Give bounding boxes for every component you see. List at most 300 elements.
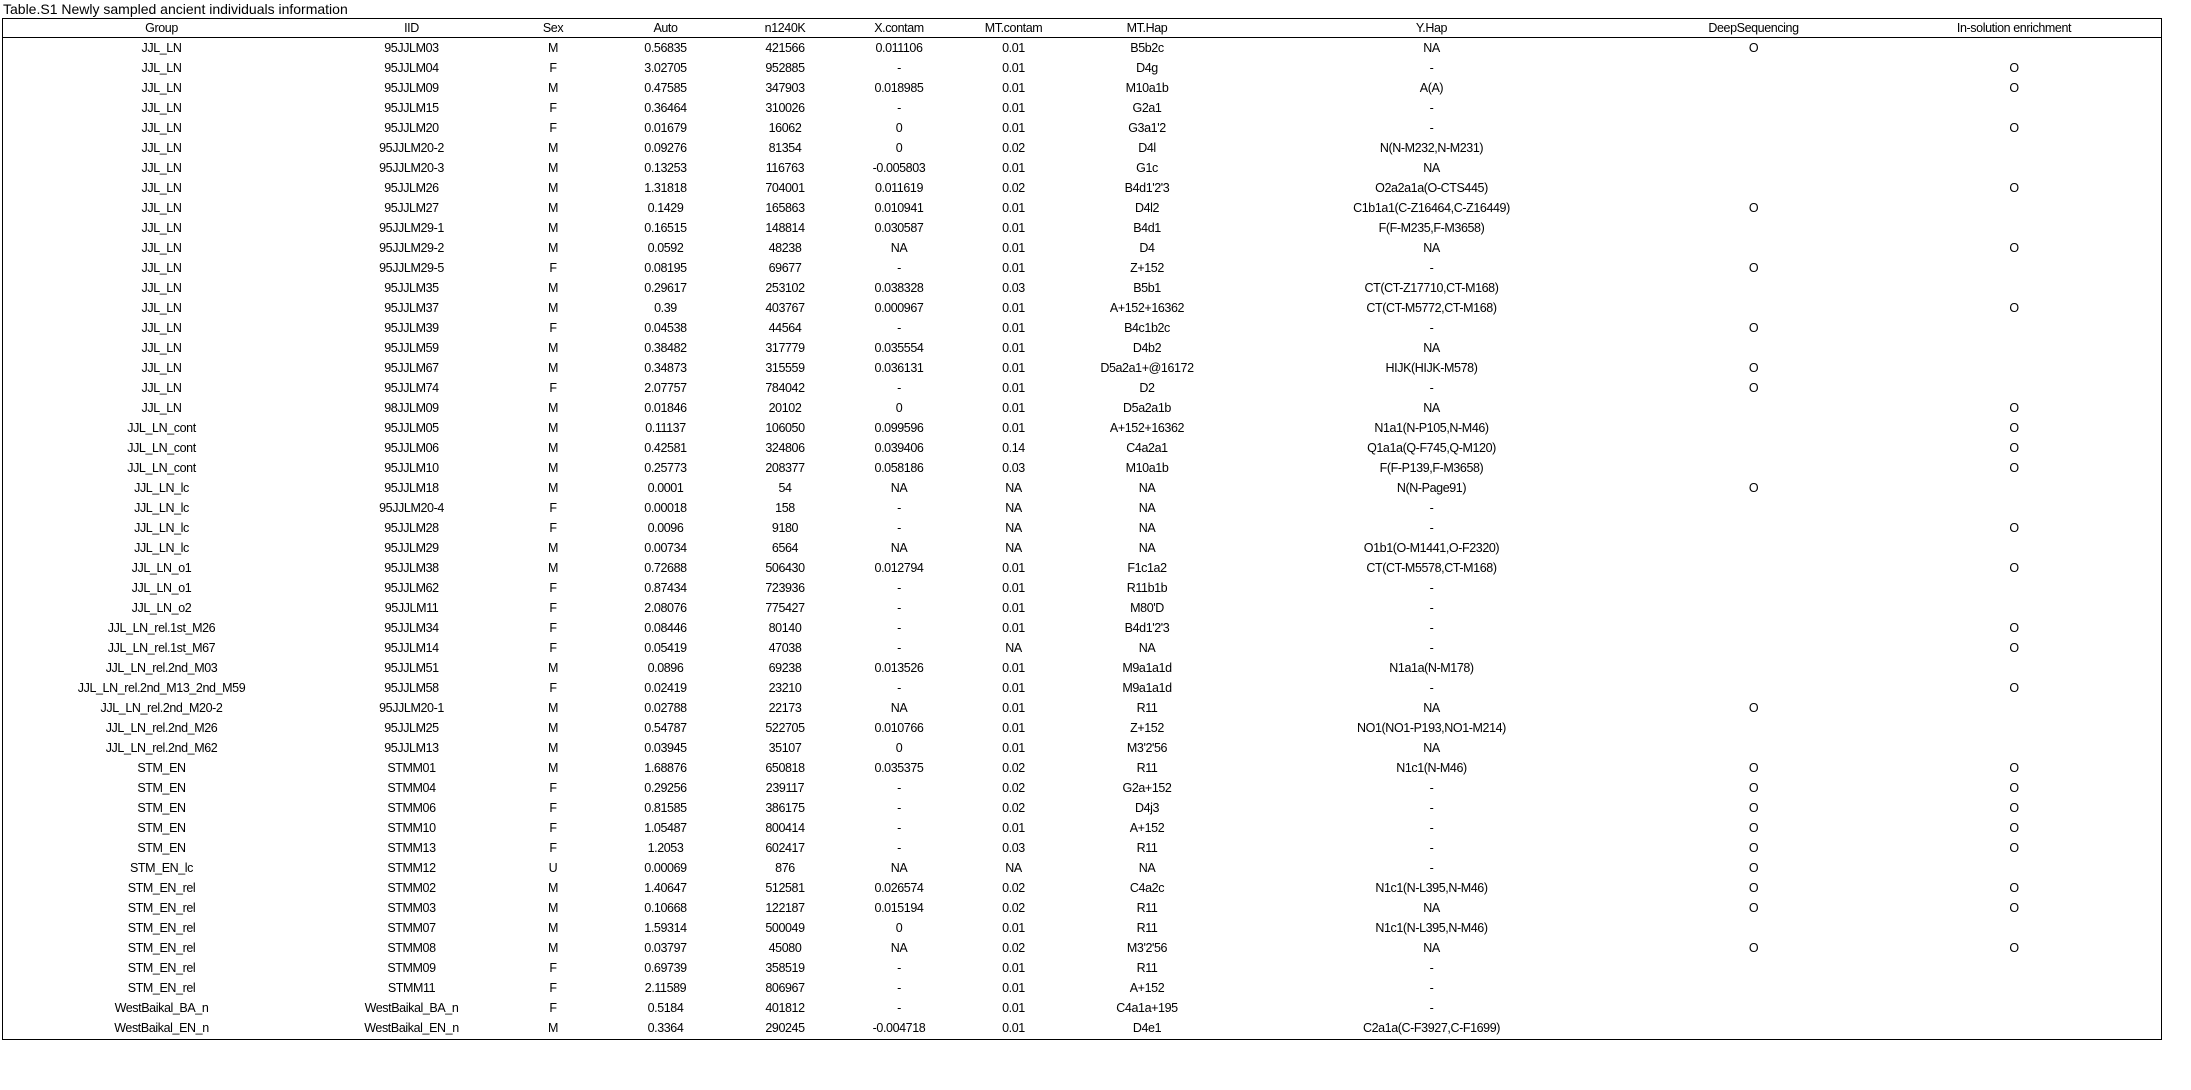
auto-cell: 1.05487 bbox=[644, 821, 687, 835]
iid-cell: STMM07 bbox=[387, 921, 436, 935]
iid-cell: 95JJLM59 bbox=[384, 341, 439, 355]
table-row bbox=[3, 578, 2161, 598]
auto-cell: 0.5184 bbox=[647, 1001, 684, 1015]
in-solution-enrichment-cell bbox=[1867, 718, 2161, 738]
table-row bbox=[3, 898, 2161, 918]
mt-contam-cell: 0.01 bbox=[1002, 701, 1025, 715]
iid-cell: 95JJLM38 bbox=[384, 561, 439, 575]
column-header-deep-sequencing: DeepSequencing bbox=[1640, 19, 1867, 38]
deep-sequencing-cell bbox=[1640, 618, 1867, 638]
mt-contam-cell: 0.01 bbox=[1002, 741, 1025, 755]
mt-contam-cell: 0.01 bbox=[1002, 961, 1025, 975]
auto-cell: 0.0896 bbox=[647, 661, 684, 675]
x-contam-cell: - bbox=[897, 821, 901, 835]
y-hap-cell: - bbox=[1429, 321, 1434, 335]
group-cell: JJL_LN_lc bbox=[134, 501, 189, 515]
sex-cell: M bbox=[547, 661, 558, 675]
y-hap-cell: - bbox=[1429, 841, 1434, 855]
column-header-mt-contam: MT.contam bbox=[956, 19, 1071, 38]
y-hap-cell: - bbox=[1429, 821, 1434, 835]
y-hap-cell: NA bbox=[1423, 701, 1440, 715]
deep-sequencing-cell: O bbox=[1748, 261, 1759, 275]
iid-cell: STMM09 bbox=[387, 961, 436, 975]
sex-cell: M bbox=[547, 441, 558, 455]
mt-contam-cell: 0.01 bbox=[1002, 41, 1025, 55]
in-solution-enrichment-cell bbox=[1867, 198, 2161, 218]
deep-sequencing-cell: O bbox=[1748, 41, 1759, 55]
iid-cell: 95JJLM28 bbox=[384, 521, 439, 535]
x-contam-cell: 0.015194 bbox=[874, 901, 924, 915]
mt-hap-cell: B4d1'2'3 bbox=[1124, 621, 1170, 635]
in-solution-enrichment-cell: O bbox=[2009, 841, 2019, 855]
group-cell: JJL_LN bbox=[141, 81, 182, 95]
mt-hap-cell: B4d1'2'3 bbox=[1124, 181, 1170, 195]
sex-cell: M bbox=[547, 141, 558, 155]
y-hap-cell: NA bbox=[1423, 161, 1440, 175]
group-cell: JJL_LN_o1 bbox=[131, 581, 192, 595]
group-cell: JJL_LN bbox=[141, 161, 182, 175]
group-cell: STM_EN bbox=[137, 821, 186, 835]
mt-hap-cell: D4g bbox=[1136, 61, 1158, 75]
mt-hap-cell: G1c bbox=[1136, 161, 1158, 175]
y-hap-cell: Q1a1a(Q-F745,Q-M120) bbox=[1367, 441, 1496, 455]
auto-cell: 0.29617 bbox=[644, 281, 687, 295]
mt-contam-cell: 0.01 bbox=[1002, 341, 1025, 355]
sex-cell: F bbox=[549, 821, 557, 835]
mt-contam-cell: 0.01 bbox=[1002, 161, 1025, 175]
sex-cell: M bbox=[547, 281, 558, 295]
sex-cell: F bbox=[549, 101, 557, 115]
mt-contam-cell: 0.02 bbox=[1002, 941, 1025, 955]
auto-cell: 2.11589 bbox=[644, 981, 687, 995]
mt-contam-cell: 0.01 bbox=[1002, 1021, 1025, 1035]
in-solution-enrichment-cell: O bbox=[2009, 621, 2019, 635]
group-cell: JJL_LN bbox=[141, 241, 182, 255]
table-body bbox=[3, 38, 2161, 1039]
x-contam-cell: 0.010766 bbox=[874, 721, 924, 735]
in-solution-enrichment-cell bbox=[1867, 258, 2161, 278]
x-contam-cell: - bbox=[897, 1001, 901, 1015]
x-contam-cell: NA bbox=[890, 481, 908, 495]
n1240k-cell: 403767 bbox=[765, 301, 805, 315]
sex-cell: U bbox=[548, 861, 558, 875]
mt-contam-cell: 0.02 bbox=[1002, 141, 1025, 155]
table-row bbox=[3, 858, 2161, 878]
auto-cell: 0.29256 bbox=[644, 781, 687, 795]
auto-cell: 3.02705 bbox=[644, 61, 687, 75]
deep-sequencing-cell: O bbox=[1748, 841, 1759, 855]
sex-cell: M bbox=[547, 361, 558, 375]
mt-contam-cell: NA bbox=[1005, 861, 1022, 875]
table-row bbox=[3, 478, 2161, 498]
in-solution-enrichment-cell: O bbox=[2009, 441, 2019, 455]
mt-hap-cell: C4a1a+195 bbox=[1116, 1001, 1178, 1015]
table-row bbox=[3, 658, 2161, 678]
x-contam-cell: - bbox=[897, 521, 901, 535]
in-solution-enrichment-cell bbox=[1867, 498, 2161, 518]
in-solution-enrichment-cell: O bbox=[2009, 781, 2019, 795]
deep-sequencing-cell bbox=[1640, 118, 1867, 138]
auto-cell: 0.01679 bbox=[644, 121, 687, 135]
sex-cell: M bbox=[547, 241, 558, 255]
mt-contam-cell: 0.01 bbox=[1002, 621, 1025, 635]
mt-hap-cell: C4a2a1 bbox=[1126, 441, 1168, 455]
group-cell: STM_EN bbox=[137, 841, 186, 855]
sex-cell: F bbox=[549, 681, 557, 695]
x-contam-cell: - bbox=[897, 681, 901, 695]
table-row bbox=[3, 698, 2161, 718]
sex-cell: F bbox=[549, 501, 557, 515]
iid-cell: 95JJLM29-2 bbox=[379, 241, 444, 255]
in-solution-enrichment-cell: O bbox=[2009, 181, 2019, 195]
auto-cell: 0.0096 bbox=[647, 521, 684, 535]
sex-cell: M bbox=[547, 701, 558, 715]
n1240k-cell: 347903 bbox=[765, 81, 805, 95]
deep-sequencing-cell bbox=[1640, 98, 1867, 118]
mt-hap-cell: F1c1a2 bbox=[1127, 561, 1167, 575]
mt-hap-cell: R11 bbox=[1136, 841, 1158, 855]
deep-sequencing-cell bbox=[1640, 658, 1867, 678]
x-contam-cell: 0.011619 bbox=[874, 181, 923, 195]
mt-hap-cell: R11 bbox=[1136, 761, 1158, 775]
column-header-iid: IID bbox=[320, 19, 503, 38]
y-hap-cell: - bbox=[1429, 981, 1434, 995]
y-hap-cell: NA bbox=[1423, 341, 1440, 355]
sex-cell: M bbox=[547, 561, 558, 575]
auto-cell: 0.11137 bbox=[645, 421, 686, 435]
n1240k-cell: 253102 bbox=[765, 281, 805, 295]
n1240k-cell: 775427 bbox=[765, 601, 805, 615]
auto-cell: 0.36464 bbox=[644, 101, 687, 115]
in-solution-enrichment-cell: O bbox=[2009, 241, 2019, 255]
data-table-frame bbox=[2, 18, 2162, 1040]
auto-cell: 0.47585 bbox=[644, 81, 687, 95]
table-row bbox=[3, 738, 2161, 758]
table-title: Table.S1 Newly sampled ancient individuals information bbox=[3, 1, 348, 17]
x-contam-cell: - bbox=[897, 581, 901, 595]
mt-hap-cell: A+152+16362 bbox=[1109, 421, 1185, 435]
mt-contam-cell: 0.02 bbox=[1002, 781, 1025, 795]
n1240k-cell: 310026 bbox=[765, 101, 805, 115]
in-solution-enrichment-cell bbox=[1867, 378, 2161, 398]
iid-cell: 95JJLM29 bbox=[384, 541, 439, 555]
auto-cell: 0.08446 bbox=[644, 621, 687, 635]
group-cell: JJL_LN bbox=[141, 341, 182, 355]
sex-cell: M bbox=[547, 341, 558, 355]
deep-sequencing-cell: O bbox=[1748, 901, 1759, 915]
sex-cell: M bbox=[547, 881, 558, 895]
y-hap-cell: O1b1(O-M1441,O-F2320) bbox=[1363, 541, 1500, 555]
x-contam-cell: 0.058186 bbox=[874, 461, 924, 475]
table-row bbox=[3, 838, 2161, 858]
mt-contam-cell: 0.01 bbox=[1002, 681, 1025, 695]
y-hap-cell: NA bbox=[1423, 241, 1440, 255]
mt-hap-cell: R11 bbox=[1136, 921, 1158, 935]
x-contam-cell: - bbox=[897, 501, 901, 515]
sex-cell: M bbox=[547, 481, 558, 495]
auto-cell: 0.04538 bbox=[644, 321, 687, 335]
deep-sequencing-cell: O bbox=[1748, 881, 1759, 895]
iid-cell: STMM01 bbox=[387, 761, 436, 775]
auto-cell: 1.2053 bbox=[647, 841, 684, 855]
n1240k-cell: 512581 bbox=[765, 881, 805, 895]
table-row bbox=[3, 158, 2161, 178]
in-solution-enrichment-cell bbox=[1867, 698, 2161, 718]
y-hap-cell: A(A) bbox=[1419, 81, 1444, 95]
sex-cell: F bbox=[549, 641, 557, 655]
mt-hap-cell: G3a1'2 bbox=[1128, 121, 1166, 135]
samples-table bbox=[3, 19, 2161, 1038]
x-contam-cell: 0.039406 bbox=[874, 441, 924, 455]
iid-cell: 95JJLM51 bbox=[384, 661, 439, 675]
mt-hap-cell: D2 bbox=[1139, 381, 1155, 395]
y-hap-cell: CT(CT-M5578,CT-M168) bbox=[1366, 561, 1497, 575]
n1240k-cell: 22173 bbox=[768, 701, 802, 715]
auto-cell: 0.3364 bbox=[647, 1021, 684, 1035]
auto-cell: 0.05419 bbox=[644, 641, 687, 655]
group-cell: JJL_LN bbox=[141, 301, 182, 315]
x-contam-cell: - bbox=[897, 621, 901, 635]
iid-cell: 95JJLM29-5 bbox=[379, 261, 444, 275]
group-cell: STM_EN_rel bbox=[127, 961, 196, 975]
n1240k-cell: 16062 bbox=[768, 121, 802, 135]
in-solution-enrichment-cell bbox=[1867, 278, 2161, 298]
group-cell: STM_EN_lc bbox=[129, 861, 194, 875]
y-hap-cell: - bbox=[1429, 781, 1434, 795]
table-row bbox=[3, 598, 2161, 618]
mt-contam-cell: 0.01 bbox=[1002, 81, 1025, 95]
auto-cell: 0.0592 bbox=[647, 241, 684, 255]
auto-cell: 0.00069 bbox=[644, 861, 687, 875]
deep-sequencing-cell bbox=[1640, 978, 1867, 998]
in-solution-enrichment-cell: O bbox=[2009, 881, 2019, 895]
mt-contam-cell: 0.03 bbox=[1002, 841, 1025, 855]
sex-cell: F bbox=[549, 61, 557, 75]
y-hap-cell: NA bbox=[1423, 901, 1440, 915]
deep-sequencing-cell: O bbox=[1748, 381, 1759, 395]
auto-cell: 0.00018 bbox=[644, 501, 687, 515]
deep-sequencing-cell bbox=[1640, 538, 1867, 558]
x-contam-cell: 0 bbox=[895, 741, 903, 755]
auto-cell: 0.03945 bbox=[644, 741, 687, 755]
n1240k-cell: 69238 bbox=[768, 661, 802, 675]
mt-hap-cell: NA bbox=[1138, 641, 1156, 655]
auto-cell: 0.72688 bbox=[644, 561, 687, 575]
in-solution-enrichment-cell bbox=[1867, 978, 2161, 998]
y-hap-cell: - bbox=[1429, 121, 1434, 135]
in-solution-enrichment-cell: O bbox=[2009, 561, 2019, 575]
y-hap-cell: - bbox=[1429, 601, 1434, 615]
mt-hap-cell: R11 bbox=[1136, 701, 1158, 715]
group-cell: JJL_LN bbox=[141, 361, 182, 375]
sex-cell: F bbox=[549, 981, 557, 995]
n1240k-cell: 45080 bbox=[768, 941, 802, 955]
n1240k-cell: 47038 bbox=[768, 641, 802, 655]
iid-cell: STMM12 bbox=[387, 861, 436, 875]
auto-cell: 0.42581 bbox=[644, 441, 687, 455]
mt-hap-cell: D4l2 bbox=[1134, 201, 1160, 215]
group-cell: JJL_LN_cont bbox=[127, 421, 196, 435]
x-contam-cell: - bbox=[897, 101, 901, 115]
auto-cell: 0.01846 bbox=[644, 401, 687, 415]
deep-sequencing-cell: O bbox=[1748, 941, 1759, 955]
y-hap-cell: - bbox=[1429, 681, 1434, 695]
deep-sequencing-cell: O bbox=[1748, 861, 1759, 875]
n1240k-cell: 6564 bbox=[771, 541, 799, 555]
auto-cell: 0.25773 bbox=[644, 461, 687, 475]
sex-cell: M bbox=[547, 221, 558, 235]
mt-hap-cell: NA bbox=[1138, 481, 1156, 495]
auto-cell: 0.69739 bbox=[644, 961, 687, 975]
table-row bbox=[3, 338, 2161, 358]
mt-hap-cell: A+152+16362 bbox=[1109, 301, 1185, 315]
n1240k-cell: 23210 bbox=[768, 681, 802, 695]
column-header-in-solution-enrichment: In-solution enrichment bbox=[1867, 19, 2161, 38]
auto-cell: 0.39 bbox=[654, 301, 677, 315]
x-contam-cell: - bbox=[897, 601, 901, 615]
mt-hap-cell: D4b2 bbox=[1132, 341, 1162, 355]
y-hap-cell: - bbox=[1429, 861, 1434, 875]
mt-hap-cell: R11 bbox=[1136, 961, 1158, 975]
group-cell: JJL_LN_o1 bbox=[131, 561, 192, 575]
mt-contam-cell: 0.02 bbox=[1002, 881, 1025, 895]
auto-cell: 0.02788 bbox=[644, 701, 687, 715]
iid-cell: 95JJLM29-1 bbox=[379, 221, 444, 235]
iid-cell: STMM10 bbox=[387, 821, 436, 835]
x-contam-cell: - bbox=[897, 981, 901, 995]
auto-cell: 1.68876 bbox=[644, 761, 687, 775]
n1240k-cell: 81354 bbox=[768, 141, 802, 155]
n1240k-cell: 386175 bbox=[765, 801, 805, 815]
column-header-y-hap: Y.Hap bbox=[1223, 19, 1640, 38]
table-row bbox=[3, 818, 2161, 838]
mt-contam-cell: 0.02 bbox=[1002, 801, 1025, 815]
x-contam-cell: 0.035554 bbox=[874, 341, 924, 355]
table-row bbox=[3, 178, 2161, 198]
table-row bbox=[3, 98, 2161, 118]
group-cell: WestBaikal_EN_n bbox=[114, 1021, 209, 1035]
auto-cell: 1.40647 bbox=[644, 881, 687, 895]
deep-sequencing-cell bbox=[1640, 918, 1867, 938]
group-cell: JJL_LN bbox=[141, 41, 182, 55]
y-hap-cell: NO1(NO1-P193,NO1-M214) bbox=[1357, 721, 1506, 735]
mt-hap-cell: G2a1 bbox=[1132, 101, 1162, 115]
x-contam-cell: NA bbox=[890, 941, 908, 955]
table-row bbox=[3, 498, 2161, 518]
iid-cell: 95JJLM03 bbox=[384, 41, 439, 55]
deep-sequencing-cell bbox=[1640, 58, 1867, 78]
in-solution-enrichment-cell: O bbox=[2009, 521, 2019, 535]
deep-sequencing-cell bbox=[1640, 218, 1867, 238]
in-solution-enrichment-cell bbox=[1867, 478, 2161, 498]
y-hap-cell: HIJK(HIJK-M578) bbox=[1385, 361, 1478, 375]
in-solution-enrichment-cell bbox=[1867, 1018, 2161, 1038]
deep-sequencing-cell: O bbox=[1748, 821, 1759, 835]
mt-hap-cell: B5b2c bbox=[1130, 41, 1164, 55]
iid-cell: 95JJLM06 bbox=[384, 441, 439, 455]
iid-cell: 95JJLM20-1 bbox=[379, 701, 444, 715]
table-row bbox=[3, 438, 2161, 458]
group-cell: JJL_LN bbox=[141, 141, 182, 155]
mt-contam-cell: NA bbox=[1005, 481, 1022, 495]
x-contam-cell: - bbox=[897, 61, 901, 75]
mt-contam-cell: 0.01 bbox=[1002, 981, 1025, 995]
mt-contam-cell: 0.01 bbox=[1002, 221, 1025, 235]
mt-contam-cell: 0.14 bbox=[1002, 441, 1025, 455]
in-solution-enrichment-cell: O bbox=[2009, 401, 2019, 415]
table-row bbox=[3, 298, 2161, 318]
deep-sequencing-cell bbox=[1640, 498, 1867, 518]
iid-cell: 95JJLM58 bbox=[384, 681, 439, 695]
column-header-mt-hap: MT.Hap bbox=[1071, 19, 1223, 38]
iid-cell: STMM02 bbox=[387, 881, 436, 895]
iid-cell: 95JJLM13 bbox=[384, 741, 439, 755]
n1240k-cell: 69677 bbox=[768, 261, 802, 275]
x-contam-cell: NA bbox=[890, 861, 908, 875]
iid-cell: STMM08 bbox=[387, 941, 436, 955]
y-hap-cell: F(F-P139,F-M3658) bbox=[1379, 461, 1484, 475]
auto-cell: 0.87434 bbox=[644, 581, 687, 595]
sex-cell: F bbox=[549, 601, 557, 615]
n1240k-cell: 54 bbox=[778, 481, 792, 495]
table-row bbox=[3, 558, 2161, 578]
group-cell: JJL_LN bbox=[141, 281, 182, 295]
y-hap-cell: N1c1(N-M46) bbox=[1396, 761, 1467, 775]
n1240k-cell: 650818 bbox=[765, 761, 805, 775]
y-hap-cell: - bbox=[1429, 501, 1434, 515]
deep-sequencing-cell bbox=[1640, 718, 1867, 738]
sex-cell: F bbox=[549, 1001, 557, 1015]
x-contam-cell: 0.011106 bbox=[875, 41, 923, 55]
table-row bbox=[3, 358, 2161, 378]
mt-contam-cell: 0.02 bbox=[1002, 761, 1025, 775]
iid-cell: 95JJLM39 bbox=[384, 321, 439, 335]
group-cell: STM_EN_rel bbox=[127, 981, 196, 995]
group-cell: JJL_LN_cont bbox=[127, 461, 196, 475]
n1240k-cell: 239117 bbox=[765, 781, 805, 795]
y-hap-cell: - bbox=[1429, 641, 1434, 655]
x-contam-cell: 0.099596 bbox=[874, 421, 924, 435]
mt-hap-cell: M9a1a1d bbox=[1122, 681, 1172, 695]
deep-sequencing-cell bbox=[1640, 398, 1867, 418]
y-hap-cell: - bbox=[1429, 381, 1434, 395]
auto-cell: 0.13253 bbox=[644, 161, 687, 175]
mt-contam-cell: 0.01 bbox=[1002, 421, 1025, 435]
sex-cell: M bbox=[547, 201, 558, 215]
iid-cell: STMM06 bbox=[387, 801, 436, 815]
mt-hap-cell: D4l bbox=[1138, 141, 1156, 155]
auto-cell: 0.09276 bbox=[644, 141, 687, 155]
group-cell: JJL_LN bbox=[141, 381, 182, 395]
y-hap-cell: - bbox=[1429, 801, 1434, 815]
n1240k-cell: 522705 bbox=[765, 721, 805, 735]
n1240k-cell: 401812 bbox=[765, 1001, 805, 1015]
in-solution-enrichment-cell: O bbox=[2009, 461, 2019, 475]
n1240k-cell: 324806 bbox=[765, 441, 805, 455]
x-contam-cell: - bbox=[897, 961, 901, 975]
column-header-auto: Auto bbox=[603, 19, 728, 38]
x-contam-cell: 0.038328 bbox=[874, 281, 924, 295]
table-row bbox=[3, 218, 2161, 238]
deep-sequencing-cell bbox=[1640, 338, 1867, 358]
mt-contam-cell: 0.01 bbox=[1002, 401, 1025, 415]
x-contam-cell: - bbox=[897, 841, 901, 855]
mt-contam-cell: 0.01 bbox=[1002, 1001, 1025, 1015]
deep-sequencing-cell: O bbox=[1748, 801, 1759, 815]
n1240k-cell: 704001 bbox=[765, 181, 805, 195]
y-hap-cell: N1a1a(N-M178) bbox=[1389, 661, 1474, 675]
group-cell: JJL_LN_cont bbox=[127, 441, 196, 455]
